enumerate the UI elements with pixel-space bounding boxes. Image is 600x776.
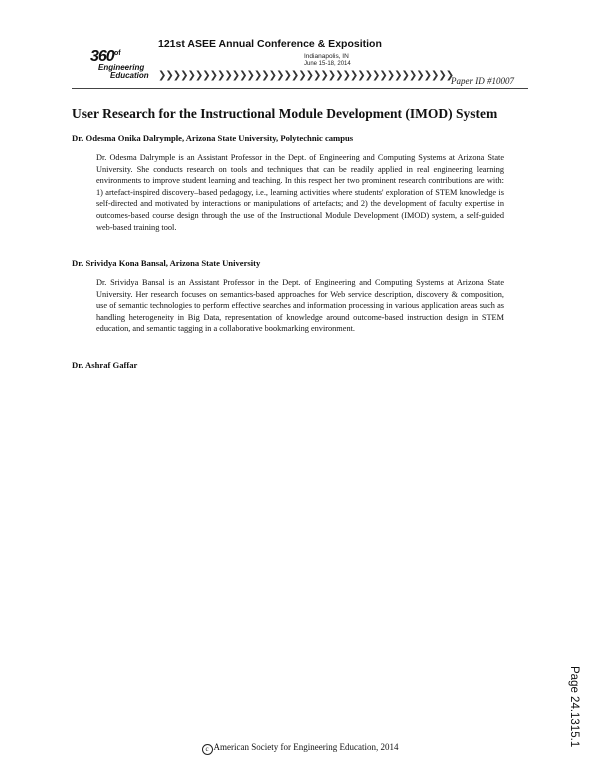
logo-of-text: of bbox=[114, 50, 121, 57]
author-name: Dr. Odesma Onika Dalrymple, Arizona State University, Polytechnic campus bbox=[72, 133, 354, 143]
author-bio: Dr. Odesma Dalrymple is an Assistant Professor in the Dept. of Engineering and Computing Systems at Arizona State University. She conducts research on tools and techniques that can be readily applied in real engineering learning environments to improve student learning and teaching. In this respect her two prominent research contributions are with: 1) artefact-inspired discovery–based pedagogy, i.e., learning activities where students' exploration of STEM knowledge is self-directed and motivated by interactions or manipulations of artefacts; and 2) the development of faculty expertise in outcomes-based course design through the use of the Instructional Module Development (IMOD) system, a self-guided web-based training tool. bbox=[96, 153, 504, 232]
paper-id: Paper ID #10007 bbox=[451, 76, 514, 86]
conference-dates: June 15-18, 2014 bbox=[304, 61, 351, 67]
copyright-icon: c bbox=[202, 744, 213, 755]
asee-360-logo bbox=[86, 48, 158, 84]
paper-title: User Research for the Instructional Module Development (IMOD) System bbox=[72, 106, 498, 121]
author-bio: Dr. Srividya Bansal is an Assistant Professor in the Dept. of Engineering and Computing Systems at Arizona State University. Her research focuses on semantics-based approaches for Web service description, discovery & composition, use of semantic technologies to perform effective searches and information processing in various application areas such as handling heterogeneity in Big Data, representation of knowledge around outcome-based instruction design in STEM education, and semantic tagging in a collaborative bookmarking environment. bbox=[96, 278, 504, 334]
header-divider bbox=[72, 88, 528, 89]
author-name: Dr. Srividya Kona Bansal, Arizona State University bbox=[72, 258, 261, 268]
conference-title: 121st ASEE Annual Conference & Exposition bbox=[158, 38, 382, 50]
copyright-footer bbox=[0, 742, 600, 755]
logo-education-text: Education bbox=[110, 71, 149, 80]
chevron-strip-icon: ❯❯❯❯❯❯❯❯❯❯❯❯❯❯❯❯❯❯❯❯❯❯❯❯❯❯❯❯❯❯❯❯❯❯❯❯❯❯❯❯ bbox=[158, 70, 454, 81]
conference-location: Indianapolis, IN bbox=[304, 53, 349, 60]
copyright-text: American Society for Engineering Education, 2014 bbox=[213, 742, 399, 752]
page-number: Page 24.1315.1 bbox=[568, 666, 580, 748]
logo-360-text: 360 bbox=[90, 48, 114, 65]
author-name: Dr. Ashraf Gaffar bbox=[72, 360, 138, 370]
logo-engineering-text: Engineering bbox=[98, 63, 145, 72]
